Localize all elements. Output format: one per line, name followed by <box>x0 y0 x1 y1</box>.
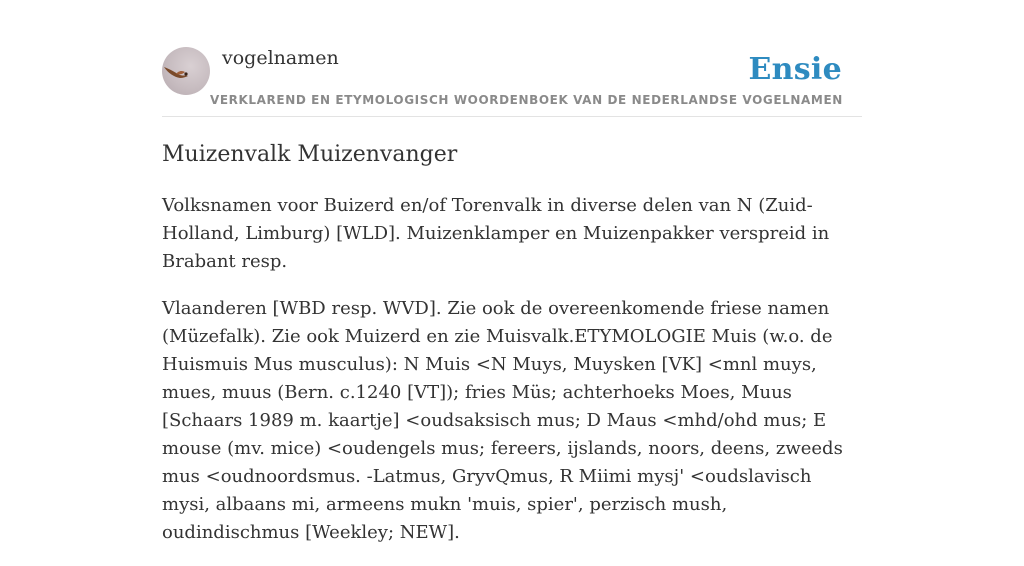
article-paragraph: Vlaanderen [WBD resp. WVD]. Zie ook de overeenkomende friese namen (Müzefalk). Zie ook Muizerd en zie Muisvalk.ETYMOLOGIE Muis (w.o. de Huismuis Mus musculus): N Muis <N Muys, Muysken [VK] <mnl muys, mues, muus (Bern. c.1240 [VT]); fries Müs; achterhoeks Moes, Muus [Schaars 1989 m. kaartje] <oudsaksisch mus; D Maus <mhd/ohd mus; E mouse (mv. mice) <oudengels mus; fereers, ijslands, noors, deens, zweeds mus <oudnoordsmus. -Latmus, GryvQmus, R Miimi mysj' <oudslavisch mysi, albaans mi, armeens mukn 'muis, spier', perzisch mush, oudindischmus [Weekley; NEW]. <box>162 298 843 543</box>
ensie-logo-link[interactable]: Ensie <box>748 52 842 87</box>
blog-name-link[interactable]: vogelnamen <box>222 47 339 69</box>
blog-subtitle: VERKLAREND EN ETYMOLOGISCH WOORDENBOEK VAN DE NEDERLANDSE VOGELNAMEN <box>210 93 843 107</box>
article-body <box>162 192 864 566</box>
page-title: Muizenvalk Muizenvanger <box>162 142 458 167</box>
blog-header <box>162 46 862 117</box>
article-paragraph: Volksnamen voor Buizerd en/of Torenvalk in diverse delen van N (Zuid-Holland, Limburg) [WLD]. Muizenklamper en Muizenpakker verspreid in Brabant resp. <box>162 195 830 272</box>
bird-avatar-icon[interactable] <box>162 47 210 95</box>
